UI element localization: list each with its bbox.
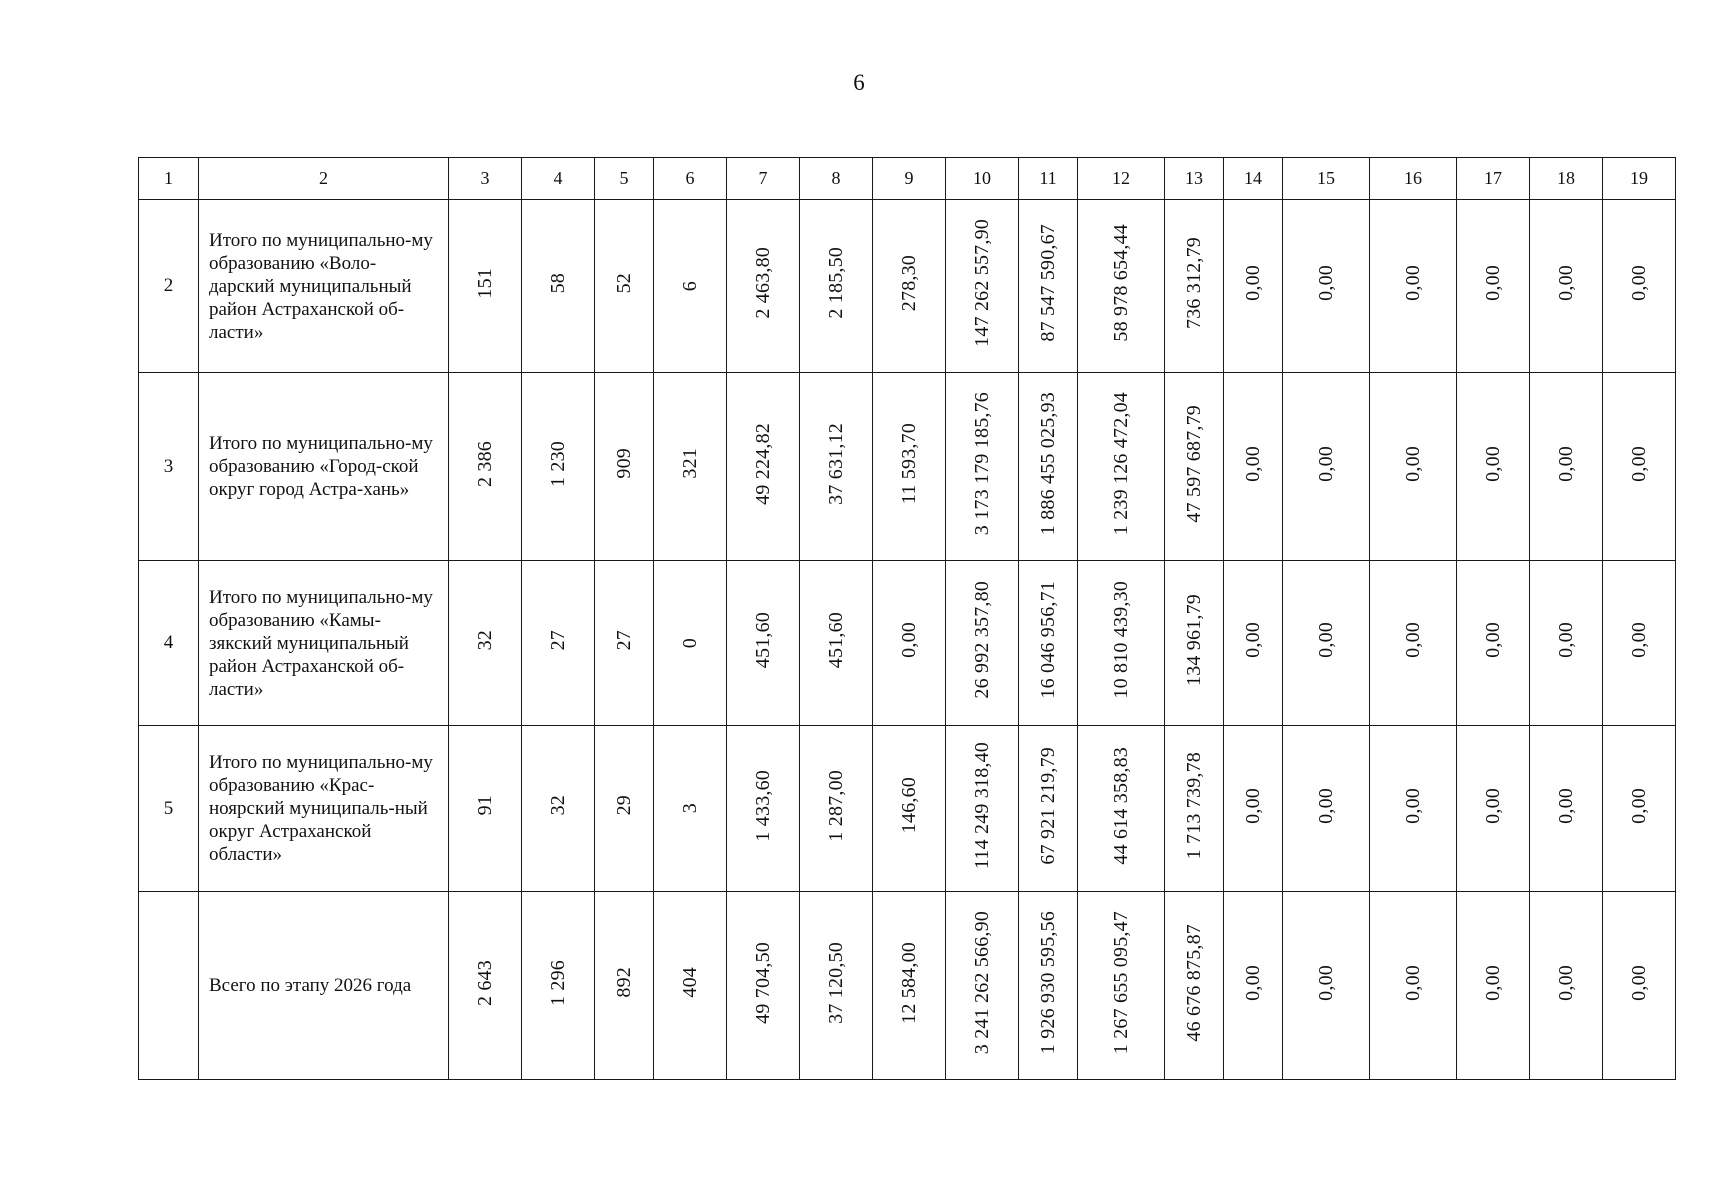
cell-value: 3 xyxy=(678,803,701,814)
table-cell xyxy=(1224,200,1283,373)
table-cell xyxy=(1283,373,1370,561)
table-cell xyxy=(800,726,873,892)
table-cell xyxy=(1457,373,1530,561)
table-cell xyxy=(1457,561,1530,726)
cell-value: 0,00 xyxy=(1627,622,1650,658)
cell-value: 147 262 557,90 xyxy=(970,219,993,347)
table-cell xyxy=(1078,561,1165,726)
cell-value: 0,00 xyxy=(1241,445,1264,482)
table-cell xyxy=(1078,892,1165,1080)
table-cell xyxy=(873,373,946,561)
cell-value: 278,30 xyxy=(897,254,920,312)
table-cell xyxy=(800,373,873,561)
table-cell xyxy=(1224,561,1283,726)
cell-value: 67 921 219,79 xyxy=(1036,746,1059,865)
table-cell xyxy=(595,726,654,892)
table-cell xyxy=(946,561,1019,726)
column-header: 17 xyxy=(1457,158,1530,200)
cell-value: 37 631,12 xyxy=(824,422,847,505)
table-cell xyxy=(1165,726,1224,892)
table-cell xyxy=(1457,200,1530,373)
cell-value: 0,00 xyxy=(1241,265,1264,301)
table-cell xyxy=(946,200,1019,373)
cell-value: 0,00 xyxy=(1627,265,1650,301)
row-number: 5 xyxy=(139,726,199,892)
cell-value: 0,00 xyxy=(1554,964,1577,1001)
cell-value: 451,60 xyxy=(824,611,847,669)
cell-value: 451,60 xyxy=(751,611,774,669)
table-cell xyxy=(873,726,946,892)
table-cell xyxy=(595,200,654,373)
table-cell xyxy=(449,373,522,561)
table-cell xyxy=(522,373,595,561)
cell-value: 0,00 xyxy=(1481,964,1504,1001)
table-cell xyxy=(873,892,946,1080)
cell-value: 2 643 xyxy=(473,959,496,1006)
table-cell xyxy=(800,200,873,373)
table-cell xyxy=(1603,726,1676,892)
cell-value: 0,00 xyxy=(1554,622,1577,658)
cell-value: 58 978 654,44 xyxy=(1109,224,1132,342)
cell-value: 0 xyxy=(678,637,701,648)
table-row xyxy=(139,726,1676,892)
table-cell xyxy=(1283,561,1370,726)
cell-value: 6 xyxy=(678,280,701,291)
column-header: 5 xyxy=(595,158,654,200)
column-header: 4 xyxy=(522,158,595,200)
table-cell xyxy=(1370,373,1457,561)
cell-value: 0,00 xyxy=(1554,445,1577,482)
column-header: 11 xyxy=(1019,158,1078,200)
cell-value: 1 239 126 472,04 xyxy=(1109,391,1132,536)
column-header: 2 xyxy=(199,158,449,200)
row-name: Итого по муниципально-му образованию «Воло-дарский муниципальный район Астраханской об-ласти» xyxy=(199,200,449,373)
column-header: 19 xyxy=(1603,158,1676,200)
row-name: Всего по этапу 2026 года xyxy=(199,892,449,1080)
table-cell xyxy=(727,200,800,373)
cell-value: 0,00 xyxy=(1314,445,1337,482)
cell-value: 0,00 xyxy=(1481,445,1504,482)
table-cell xyxy=(1165,373,1224,561)
cell-value: 16 046 956,71 xyxy=(1036,581,1059,699)
cell-value: 0,00 xyxy=(1627,787,1650,824)
row-number: 2 xyxy=(139,200,199,373)
cell-value: 1 296 xyxy=(546,959,569,1006)
table-cell xyxy=(654,892,727,1080)
table-cell xyxy=(1165,561,1224,726)
cell-value: 0,00 xyxy=(1314,964,1337,1001)
cell-value: 1 287,00 xyxy=(824,769,847,842)
table-cell xyxy=(800,892,873,1080)
table-cell xyxy=(1224,373,1283,561)
cell-value: 1 267 655 095,47 xyxy=(1109,910,1132,1055)
table-cell xyxy=(1530,892,1603,1080)
cell-value: 1 433,60 xyxy=(751,769,774,842)
table-row-total xyxy=(139,892,1676,1080)
table-cell xyxy=(873,200,946,373)
cell-value: 58 xyxy=(546,272,569,294)
table-cell xyxy=(1370,200,1457,373)
cell-value: 0,00 xyxy=(1401,445,1424,482)
row-number: 3 xyxy=(139,373,199,561)
cell-value: 892 xyxy=(612,967,635,998)
cell-value: 49 704,50 xyxy=(751,941,774,1024)
table-cell xyxy=(800,561,873,726)
row-number xyxy=(139,892,199,1080)
column-header: 6 xyxy=(654,158,727,200)
cell-value: 52 xyxy=(612,272,635,294)
cell-value: 32 xyxy=(546,795,569,816)
column-header: 18 xyxy=(1530,158,1603,200)
table-cell xyxy=(1019,373,1078,561)
cell-value: 44 614 358,83 xyxy=(1109,746,1132,865)
table-cell xyxy=(449,561,522,726)
column-header: 13 xyxy=(1165,158,1224,200)
table-cell xyxy=(449,726,522,892)
cell-value: 0,00 xyxy=(1481,265,1504,301)
table-cell xyxy=(654,726,727,892)
cell-value: 146,60 xyxy=(897,777,920,834)
table-row xyxy=(139,200,1676,373)
cell-value: 151 xyxy=(473,267,496,299)
cell-value: 0,00 xyxy=(1554,265,1577,301)
table-cell xyxy=(1530,200,1603,373)
cell-value: 0,00 xyxy=(1241,787,1264,824)
column-header: 7 xyxy=(727,158,800,200)
table-cell xyxy=(522,726,595,892)
table-cell xyxy=(727,561,800,726)
table-cell xyxy=(946,726,1019,892)
cell-value: 736 312,79 xyxy=(1182,237,1205,329)
cell-value: 37 120,50 xyxy=(824,941,847,1024)
table-cell xyxy=(1457,892,1530,1080)
cell-value: 3 241 262 566,90 xyxy=(970,910,993,1055)
table-cell xyxy=(1283,200,1370,373)
row-name: Итого по муниципально-му образованию «Камы-зякский муниципальный район Астраханской об-ласти» xyxy=(199,561,449,726)
table-cell xyxy=(946,373,1019,561)
cell-value: 404 xyxy=(678,967,701,998)
row-name: Итого по муниципально-му образованию «Город-ской округ город Астра-хань» xyxy=(199,373,449,561)
column-header: 3 xyxy=(449,158,522,200)
table-cell xyxy=(1530,726,1603,892)
cell-value: 87 547 590,67 xyxy=(1036,224,1059,342)
table-cell xyxy=(654,200,727,373)
table-cell xyxy=(595,373,654,561)
column-header: 8 xyxy=(800,158,873,200)
cell-value: 2 386 xyxy=(473,440,496,487)
table-cell xyxy=(1370,892,1457,1080)
table-cell xyxy=(1165,892,1224,1080)
cell-value: 0,00 xyxy=(1481,622,1504,658)
table-cell xyxy=(727,373,800,561)
cell-value: 0,00 xyxy=(1314,265,1337,301)
cell-value: 1 926 930 595,56 xyxy=(1036,910,1059,1055)
table-cell xyxy=(946,892,1019,1080)
table-cell xyxy=(1078,726,1165,892)
cell-value: 2 185,50 xyxy=(824,247,847,319)
cell-value: 909 xyxy=(612,448,635,479)
cell-value: 114 249 318,40 xyxy=(970,741,993,870)
table-cell xyxy=(1530,373,1603,561)
table-cell xyxy=(1019,726,1078,892)
table-cell xyxy=(449,892,522,1080)
cell-value: 0,00 xyxy=(1401,622,1424,658)
cell-value: 1 886 455 025,93 xyxy=(1036,391,1059,536)
table-cell xyxy=(1283,892,1370,1080)
cell-value: 12 584,00 xyxy=(897,941,920,1024)
cell-value: 26 992 357,80 xyxy=(970,581,993,699)
cell-value: 0,00 xyxy=(1554,787,1577,824)
cell-value: 27 xyxy=(546,629,569,651)
cell-value: 0,00 xyxy=(1627,964,1650,1001)
cell-value: 1 713 739,78 xyxy=(1182,751,1205,860)
column-header: 15 xyxy=(1283,158,1370,200)
table-cell xyxy=(873,561,946,726)
table-cell xyxy=(522,892,595,1080)
table-cell xyxy=(595,892,654,1080)
table-cell xyxy=(1603,892,1676,1080)
table-cell xyxy=(1603,373,1676,561)
column-header: 16 xyxy=(1370,158,1457,200)
cell-value: 0,00 xyxy=(1241,964,1264,1001)
cell-value: 321 xyxy=(678,448,701,479)
table-cell xyxy=(1457,726,1530,892)
cell-value: 0,00 xyxy=(1401,265,1424,301)
table-cell xyxy=(654,373,727,561)
table-cell xyxy=(1603,561,1676,726)
table-cell xyxy=(727,892,800,1080)
table-cell xyxy=(1370,726,1457,892)
table-cell xyxy=(1019,200,1078,373)
table-cell xyxy=(1078,200,1165,373)
cell-value: 0,00 xyxy=(1314,787,1337,824)
table-cell xyxy=(1165,200,1224,373)
table-cell xyxy=(1019,561,1078,726)
column-header: 1 xyxy=(139,158,199,200)
table-cell xyxy=(449,200,522,373)
cell-value: 49 224,82 xyxy=(751,422,774,505)
row-number: 4 xyxy=(139,561,199,726)
cell-value: 46 676 875,87 xyxy=(1182,923,1205,1042)
cell-value: 91 xyxy=(473,795,496,816)
cell-value: 134 961,79 xyxy=(1182,594,1205,686)
cell-value: 0,00 xyxy=(1314,622,1337,658)
column-header: 9 xyxy=(873,158,946,200)
table-row xyxy=(139,373,1676,561)
page-number: 6 xyxy=(853,70,865,95)
cell-value: 11 593,70 xyxy=(897,422,920,505)
table-cell xyxy=(522,200,595,373)
table-cell xyxy=(1078,373,1165,561)
cell-value: 2 463,80 xyxy=(751,247,774,319)
table-row xyxy=(139,561,1676,726)
cell-value: 0,00 xyxy=(1241,622,1264,658)
table-cell xyxy=(595,561,654,726)
cell-value: 47 597 687,79 xyxy=(1182,404,1205,523)
cell-value: 27 xyxy=(612,629,635,651)
column-header: 10 xyxy=(946,158,1019,200)
cell-value: 1 230 xyxy=(546,440,569,487)
table-cell xyxy=(654,561,727,726)
cell-value: 0,00 xyxy=(1401,787,1424,824)
table-cell xyxy=(1370,561,1457,726)
data-table xyxy=(138,157,1676,1080)
cell-value: 0,00 xyxy=(1627,445,1650,482)
cell-value: 10 810 439,30 xyxy=(1109,581,1132,699)
table-cell xyxy=(1224,892,1283,1080)
table-cell xyxy=(1019,892,1078,1080)
cell-value: 0,00 xyxy=(1481,787,1504,824)
column-header: 12 xyxy=(1078,158,1165,200)
column-header: 14 xyxy=(1224,158,1283,200)
table-cell xyxy=(727,726,800,892)
table-cell xyxy=(1283,726,1370,892)
cell-value: 0,00 xyxy=(897,622,920,658)
table-cell xyxy=(1603,200,1676,373)
table-cell xyxy=(1224,726,1283,892)
cell-value: 3 173 179 185,76 xyxy=(970,391,993,536)
cell-value: 0,00 xyxy=(1401,964,1424,1001)
table-cell xyxy=(1530,561,1603,726)
row-name: Итого по муниципально-му образованию «Крас-ноярский муниципаль-ный округ Астраханской области» xyxy=(199,726,449,892)
header-row xyxy=(139,158,1676,200)
cell-value: 32 xyxy=(473,629,496,651)
cell-value: 29 xyxy=(612,795,635,816)
table-cell xyxy=(522,561,595,726)
